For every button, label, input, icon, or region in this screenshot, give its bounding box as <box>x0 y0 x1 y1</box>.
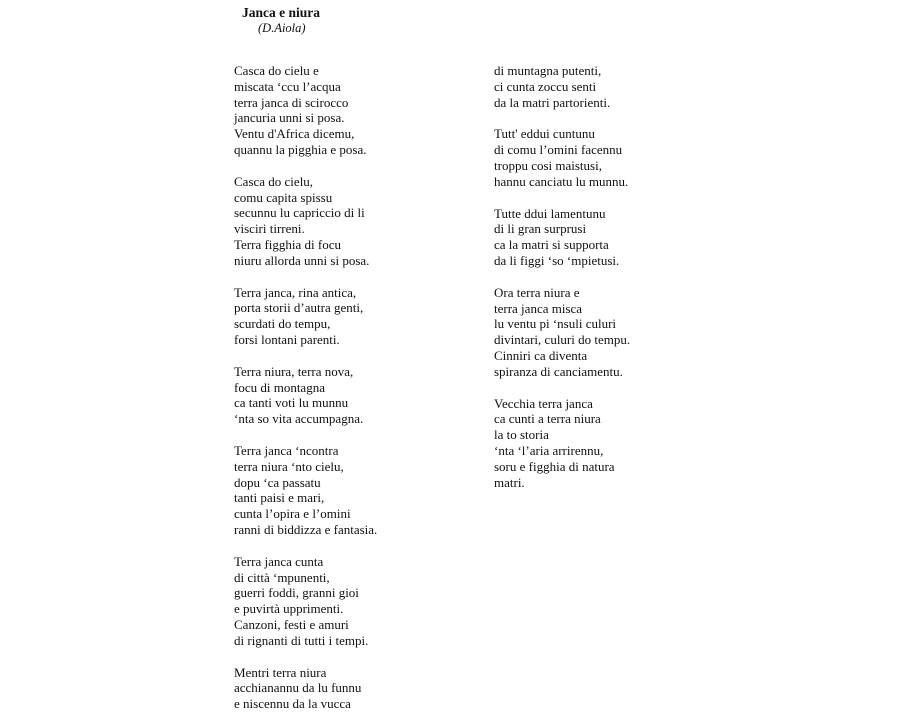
poem-line: soru e figghia di natura <box>494 458 615 474</box>
poem-line: Vecchia terra janca <box>494 395 593 411</box>
stanza <box>494 396 630 491</box>
poem-line: quannu la pigghia e posa. <box>234 141 367 157</box>
poem-line: ci cunta zoccu senti <box>494 78 597 94</box>
poem-line: Terra niura, terra nova, <box>234 363 354 379</box>
poem-line: Terra janca, rina antica, <box>234 284 357 300</box>
stanza <box>234 174 377 269</box>
poem-line: Ventu d'Africa dicemu, <box>234 126 355 142</box>
poem-line: focu di montagna <box>234 379 325 395</box>
poem-line: Cinniri ca diventa <box>494 347 588 363</box>
stanza <box>494 206 630 269</box>
poem-line: ca la matri si supporta <box>494 237 609 253</box>
poem-line: guerri foddi, granni gioi <box>234 585 359 601</box>
poem-line: comu capita spissu <box>234 189 333 205</box>
poem-line: ca cunti a terra niura <box>494 411 601 427</box>
poem-line: Terra janca cunta <box>234 553 324 569</box>
poem-line: di rignanti di tutti i tempi. <box>234 632 369 648</box>
poem-line: troppu cosi maistusi, <box>494 157 602 173</box>
poem-right-column <box>494 63 630 506</box>
poem-line: visciri tirreni. <box>234 221 305 237</box>
poem-line: ‘nta ‘l’aria arrirennu, <box>494 442 604 458</box>
poem-line: divintari, culuri do tempu. <box>494 332 631 348</box>
poem-title: Janca e niura <box>242 5 321 20</box>
poem-line: Mentri terra niura <box>234 664 327 680</box>
poem-line: secunnu lu capriccio di li <box>234 205 365 221</box>
poem-line: ‘nta so vita accumpagna. <box>234 411 364 427</box>
poem-line: miscata ‘ccu l’acqua <box>234 78 341 94</box>
stanza <box>234 285 377 348</box>
poem-line: Tutt' eddui cuntunu <box>494 126 595 142</box>
poem-line: Casca do cielu, <box>234 173 314 189</box>
stanza <box>234 63 377 158</box>
poem-line: da li figgi ‘so ‘mpietusi. <box>494 252 620 268</box>
poem-line: di comu l’omini facennu <box>494 142 623 158</box>
stanza <box>494 126 630 189</box>
stanza <box>234 443 377 538</box>
poem-line: la to storia <box>494 427 549 443</box>
poem-line: dopu ‘ca passatu <box>234 474 321 490</box>
poem-line: hannu canciatu lu munnu. <box>494 173 629 189</box>
poem-line: di muntagna putenti, <box>494 63 602 78</box>
stanza <box>494 63 630 110</box>
poem-line: acchianannu da lu funnu <box>234 680 362 696</box>
poem-line: terra janca misca <box>494 300 583 316</box>
poem-line: di città ‘mpunenti, <box>234 569 330 585</box>
poem-line: terra niura ‘nto cielu, <box>234 458 344 474</box>
poem-line: forsi lontani parenti. <box>234 331 340 347</box>
poem-line: e puvirtà upprimenti. <box>234 601 344 617</box>
poem-line: cunta l’opira e l’omini <box>234 506 351 522</box>
poem-line: porta storii d’autra genti, <box>234 300 364 316</box>
poem-line: Ora terra niura e <box>494 284 580 300</box>
stanza <box>234 665 377 712</box>
poem-line: ranni di biddizza e fantasia. <box>234 521 378 537</box>
poem-line: Terra janca ‘ncontra <box>234 442 339 458</box>
poem-line: Tutte ddui lamentunu <box>494 205 606 221</box>
poem-line: niuru allorda unni si posa. <box>234 252 370 268</box>
poem-line: Terra figghia di focu <box>234 236 342 252</box>
poem-line: lu ventu pi ‘nsuli culuri <box>494 316 617 332</box>
poem-line: di li gran surprusi <box>494 221 587 237</box>
poem-line: Canzoni, festi e amuri <box>234 616 349 632</box>
stanza <box>234 364 377 427</box>
stanza <box>234 554 377 649</box>
poem-line: da la matri partorienti. <box>494 94 611 110</box>
poem-line: matri. <box>494 474 525 490</box>
poem-line: jancuria unni si posa. <box>234 110 345 126</box>
poem-line: spiranza di canciamentu. <box>494 363 623 379</box>
poem-author: (D.Aiola) <box>258 21 306 35</box>
poem-line: scurdati do tempu, <box>234 316 331 332</box>
stanza <box>494 285 630 380</box>
poem-left-column <box>234 63 377 728</box>
poem-line: ca tanti voti lu munnu <box>234 395 349 411</box>
poem-line: terra janca di scirocco <box>234 94 349 110</box>
poem-line: Casca do cielu e <box>234 63 319 78</box>
poem-line: tanti paisi e mari, <box>234 490 325 506</box>
poem-line: e niscennu da la vucca <box>234 696 351 712</box>
